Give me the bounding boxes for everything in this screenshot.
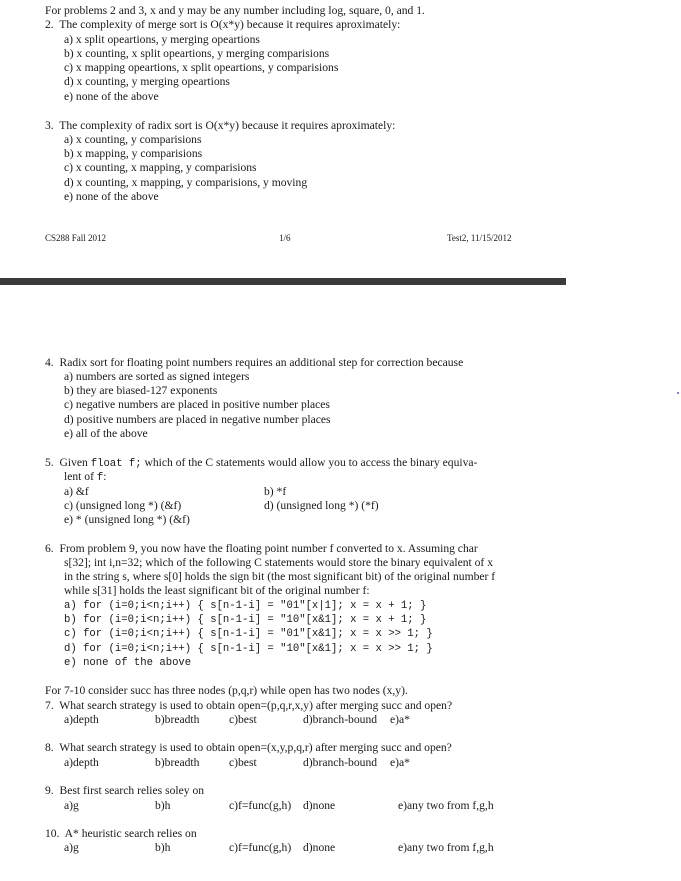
q2-stem: 2. The complexity of merge sort is O(x*y) because it requires aproximately: [45, 18, 401, 31]
q5-option-e: e) * (unsigned long *) (&f) [64, 513, 190, 526]
q10-option-a: a)g [64, 841, 79, 854]
q5-stem-start: 5. Given [45, 456, 91, 469]
q10-option-d: d)none [303, 841, 336, 854]
q8-option-c: c)best [229, 756, 257, 769]
q3-stem: 3. The complexity of radix sort is O(x*y) because it requires aproximately: [45, 119, 396, 132]
q6-stem-line2: s[32]; int i,n=32; which of the following C statements would store the binary equivalent of x [64, 556, 493, 569]
q5-code-f: f [96, 472, 104, 484]
q9-stem: 9. Best first search relies soley on [45, 784, 205, 797]
q9-option-e: e)any two from f,g,h [398, 799, 494, 812]
q5-code-float-f: float f; [90, 458, 142, 470]
q2-option-e: e) none of the above [64, 90, 159, 103]
q6-stem-line3: in the string s, where s[0] holds the sign bit (the most significant bit) of the original number f [64, 570, 496, 583]
q8-option-a: a)depth [64, 756, 99, 769]
q7-option-c: c)best [229, 713, 257, 726]
q6-code-a: a) for (i=0;i<n;i++) { s[n-1-i] = "01"[x|1]; x = x + 1; } [64, 600, 427, 612]
q9-option-a: a)g [64, 799, 79, 812]
q7-stem: 7. What search strategy is used to obtain open=(p,q,r,x,y) after merging succ and open? [45, 699, 453, 712]
q7-option-e: e)a* [390, 713, 410, 726]
q3-option-c: c) x counting, x mapping, y comparisions [64, 161, 257, 174]
q10-option-e: e)any two from f,g,h [398, 841, 494, 854]
q4-option-d: d) positive numbers are placed in negative number places [64, 413, 331, 426]
q4-option-c: c) negative numbers are placed in positive number places [64, 398, 330, 411]
q5-stem-end: which of the C statements would allow you to access the binary equiva- [141, 456, 478, 469]
q2-option-c: c) x mapping opeartions, x split opeartions, y comparisions [64, 61, 339, 74]
q6-stem-line1: 6. From problem 9, you now have the floating point number f converted to x. Assuming char [45, 542, 478, 555]
intro-text: For problems 2 and 3, x and y may be any number including log, square, 0, and 1. [45, 4, 425, 17]
q2-option-b: b) x counting, x split opeartions, y merging comparisions [64, 47, 330, 60]
q5-stem-line2 [64, 470, 106, 485]
q6-code-e: e) none of the above [64, 657, 192, 669]
q5-stem2-end: : [103, 470, 107, 483]
q4-option-b: b) they are biased-127 exponents [64, 384, 218, 397]
q6-code-c: c) for (i=0;i<n;i++) { s[n-1-i] = "01"[x&1]; x = x >> 1; } [64, 628, 433, 640]
q4-stem: 4. Radix sort for floating point numbers requires an additional step for correction because [45, 356, 464, 369]
q9-option-b: b)h [155, 799, 171, 812]
q5-stem2-start: lent of [64, 470, 97, 483]
footer-test-date: Test2, 11/15/2012 [447, 233, 512, 243]
q4-option-e: e) all of the above [64, 427, 148, 440]
q3-option-a: a) x counting, y comparisions [64, 133, 202, 146]
page-separator [0, 278, 566, 285]
q5-option-d: d) (unsigned long *) (*f) [264, 499, 379, 512]
q5-option-b: b) *f [264, 485, 287, 498]
stray-mark [677, 392, 679, 394]
q8-option-d: d)branch-bound [303, 756, 378, 769]
footer-page-number: 1/6 [279, 233, 291, 243]
q10-option-c: c)f=func(g,h) [229, 841, 292, 854]
q6-stem-line4: while s[31] holds the least significant bit of the original number f: [64, 584, 370, 597]
footer-course: CS288 Fall 2012 [45, 233, 107, 243]
q5-stem [45, 456, 477, 471]
q7-option-b: b)breadth [155, 713, 200, 726]
q3-option-d: d) x counting, x mapping, y comparisions, y moving [64, 176, 308, 189]
q8-stem: 8. What search strategy is used to obtain open=(x,y,p,q,r) after merging succ and open? [45, 741, 452, 754]
q4-option-a: a) numbers are sorted as signed integers [64, 370, 250, 383]
q2-option-a: a) x split opeartions, y merging opeartions [64, 33, 260, 46]
q7-option-d: d)branch-bound [303, 713, 378, 726]
q2-option-d: d) x counting, y merging opeartions [64, 75, 230, 88]
q7-option-a: a)depth [64, 713, 99, 726]
q3-option-e: e) none of the above [64, 190, 159, 203]
q8-option-e: e)a* [390, 756, 410, 769]
q10-stem: 10. A* heuristic search relies on [45, 827, 197, 840]
q3-option-b: b) x mapping, y comparisions [64, 147, 203, 160]
q9-option-d: d)none [303, 799, 336, 812]
q10-option-b: b)h [155, 841, 171, 854]
q8-option-b: b)breadth [155, 756, 200, 769]
q5-option-a: a) &f [64, 485, 89, 498]
q9-option-c: c)f=func(g,h) [229, 799, 292, 812]
intro2-text: For 7-10 consider succ has three nodes (p,q,r) while open has two nodes (x,y). [45, 684, 408, 697]
q5-option-c: c) (unsigned long *) (&f) [64, 499, 182, 512]
q6-code-b: b) for (i=0;i<n;i++) { s[n-1-i] = "10"[x&1]; x = x + 1; } [64, 614, 427, 626]
q6-code-d: d) for (i=0;i<n;i++) { s[n-1-i] = "10"[x&1]; x = x >> 1; } [64, 643, 433, 655]
